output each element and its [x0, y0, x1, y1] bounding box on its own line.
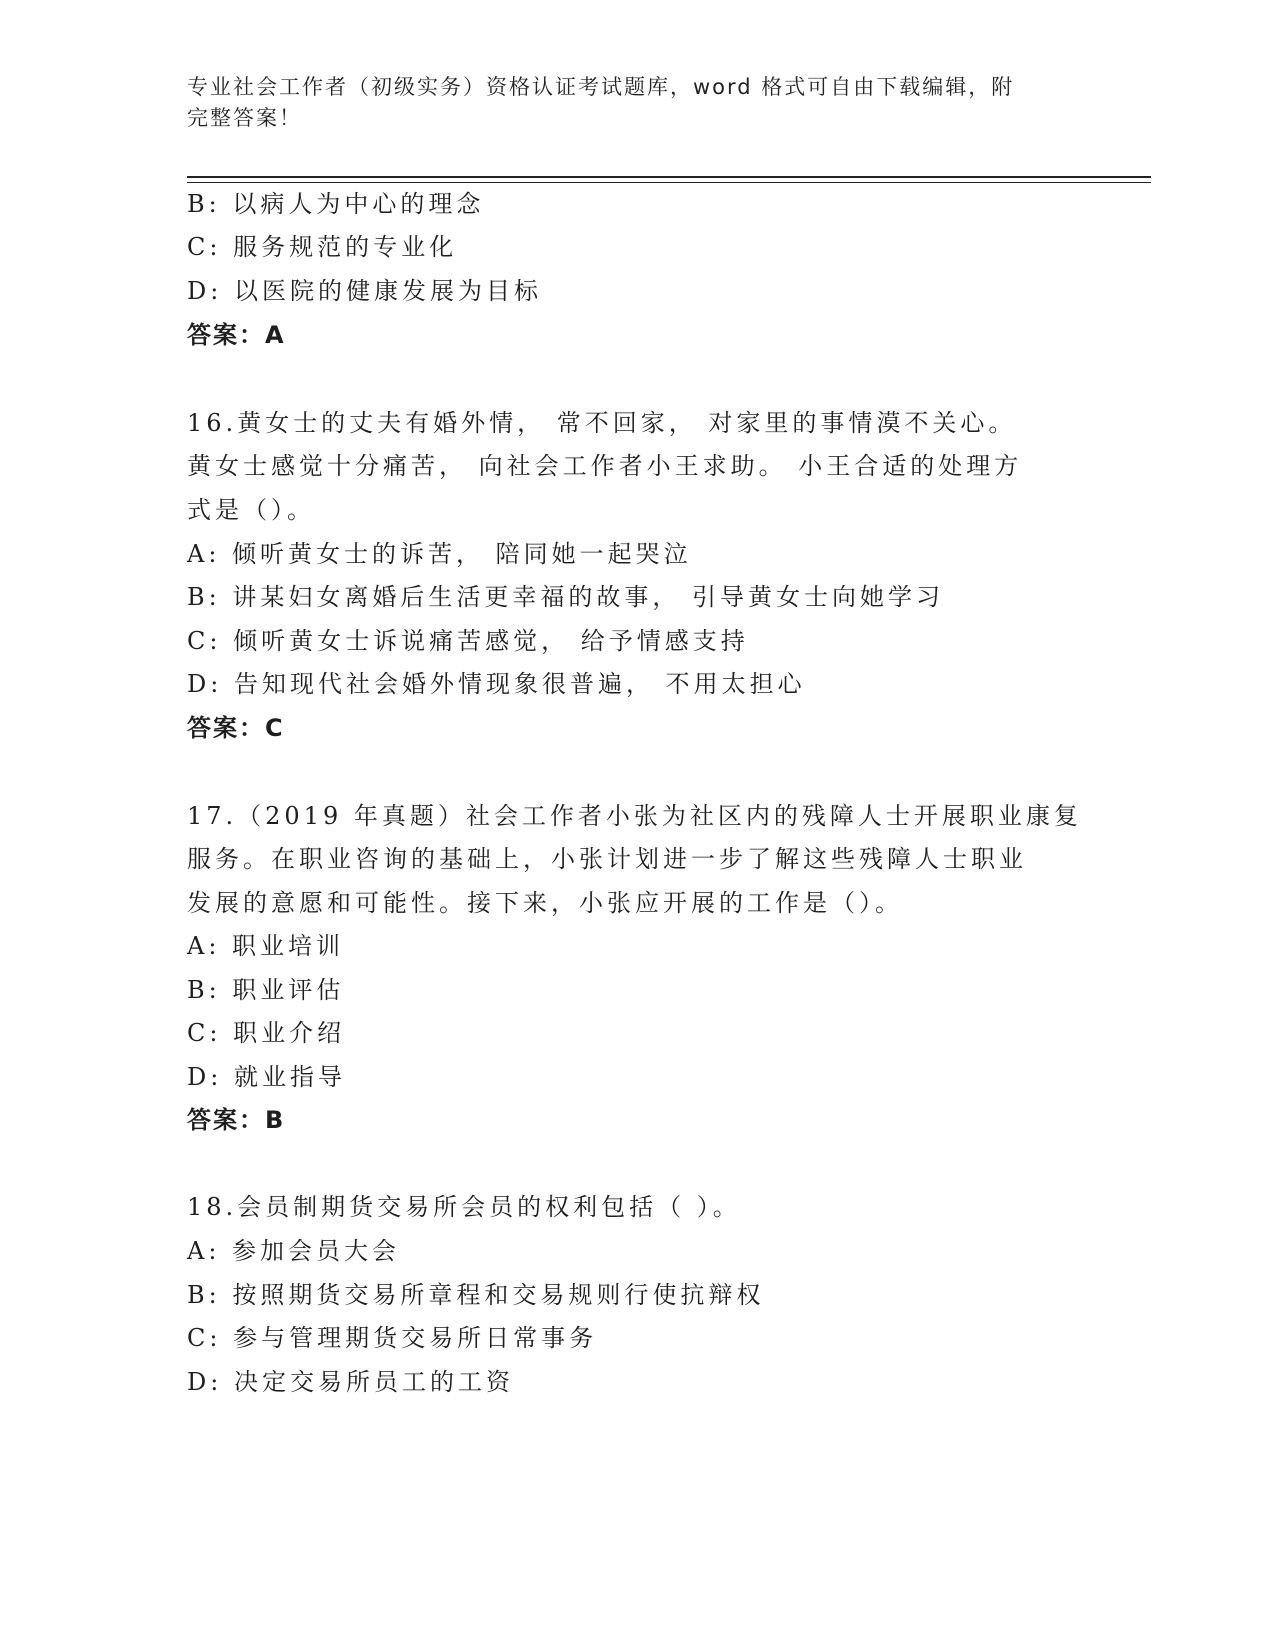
q17-answer: 答案：B: [187, 1106, 286, 1134]
q17-stem-line-2: 服务。在职业咨询的基础上，小张计划进一步了解这些残障人士职业: [187, 845, 1027, 873]
q18-option-b: B: 按照期货交易所章程和交易规则行使抗辩权: [187, 1281, 765, 1309]
q16-option-a: A: 倾听黄女士的诉苦， 陪同她一起哭泣: [187, 540, 692, 568]
q17-option-a: A: 职业培训: [187, 932, 345, 960]
q18-option-a: A: 参加会员大会: [187, 1237, 401, 1265]
header-line-1: 专业社会工作者（初级实务）资格认证考试题库，word 格式可自由下载编辑，附: [187, 75, 1015, 99]
document-header: [187, 72, 1067, 134]
q16-option-d: D: 告知现代社会婚外情现象很普遍， 不用太担心: [187, 670, 806, 698]
header-divider-thin: [187, 182, 1151, 183]
q15-option-d: D: 以医院的健康发展为目标: [187, 277, 542, 305]
q17-option-b: B: 职业评估: [187, 976, 345, 1004]
q16-option-c: C: 倾听黄女士诉说痛苦感觉， 给予情感支持: [187, 627, 749, 655]
q16-stem-line-3: 式是（）。: [187, 496, 315, 524]
q16-stem-line-2: 黄女士感觉十分痛苦， 向社会工作者小王求助。 小王合适的处理方: [187, 452, 1023, 480]
q17-stem-line-1: 17.（2019 年真题）社会工作者小张为社区内的残障人士开展职业康复: [187, 802, 1082, 830]
q16-stem-line-1: 16.黄女士的丈夫有婚外情， 常不回家， 对家里的事情漠不关心。: [187, 409, 1017, 437]
q15-option-c: C: 服务规范的专业化: [187, 233, 458, 261]
q15-option-b: B: 以病人为中心的理念: [187, 190, 485, 218]
q17-option-c: C: 职业介绍: [187, 1019, 346, 1047]
q17-stem-line-3: 发展的意愿和可能性。接下来，小张应开展的工作是（）。: [187, 889, 903, 917]
q18-option-c: C: 参与管理期货交易所日常事务: [187, 1324, 598, 1352]
q16-answer: 答案：C: [187, 714, 285, 742]
q16-option-b: B: 讲某妇女离婚后生活更幸福的故事， 引导黄女士向她学习: [187, 583, 944, 611]
header-line-2: 完整答案！: [187, 106, 302, 130]
q18-option-d: D: 决定交易所员工的工资: [187, 1368, 514, 1396]
q17-option-d: D: 就业指导: [187, 1063, 346, 1091]
q18-stem-line-1: 18.会员制期货交易所会员的权利包括（ ）。: [187, 1193, 741, 1221]
q15-answer: 答案：A: [187, 321, 286, 349]
header-divider: [187, 176, 1151, 178]
